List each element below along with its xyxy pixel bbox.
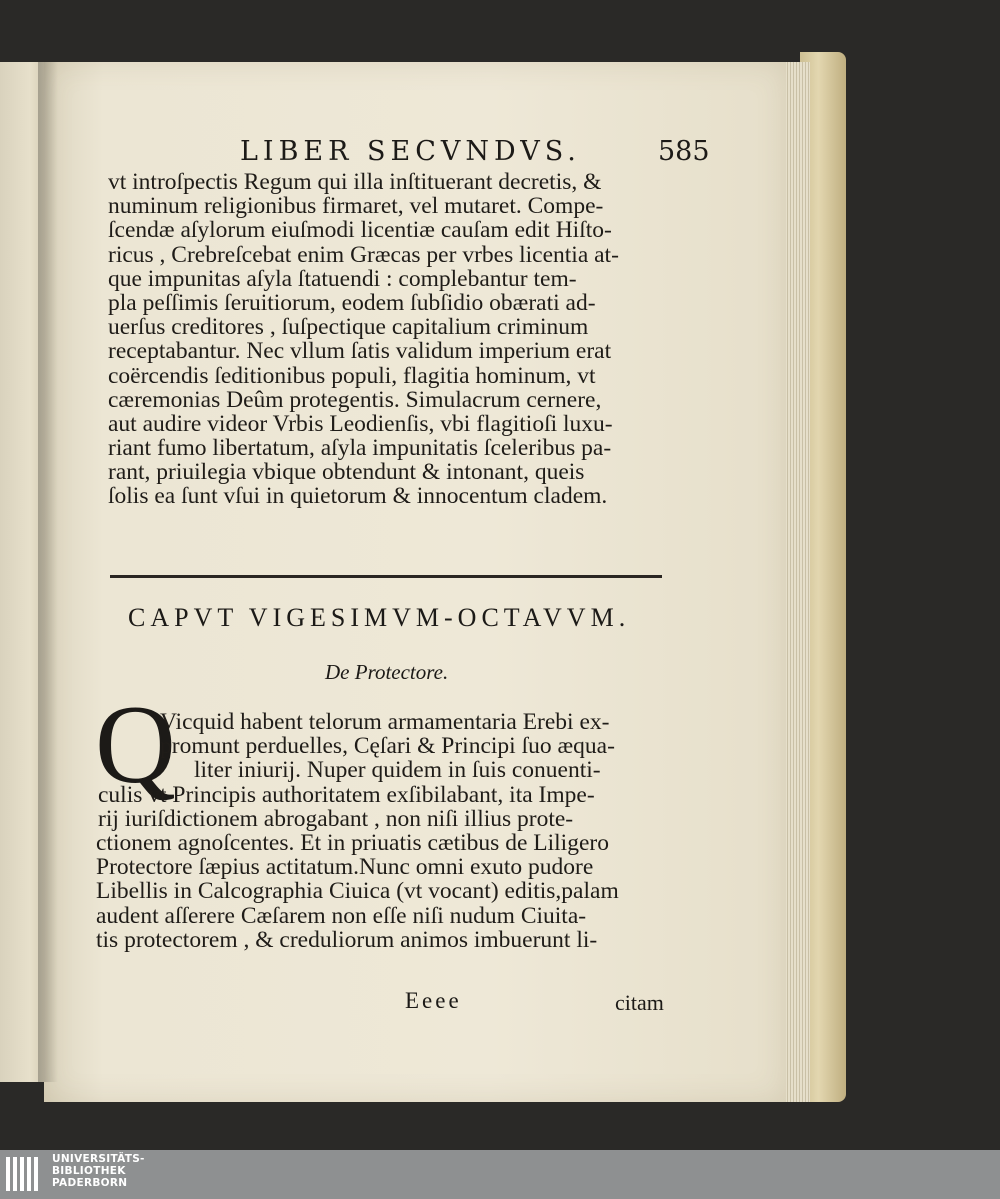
text-line: coërcendis ſeditionibus populi, flagitia hominum, vt [108,362,596,389]
text-line: que impunitas aſyla ſtatuendi : complebantur tem- [108,265,577,292]
chapter-text [96,710,686,952]
text-line: numinum religionibus firmaret, vel mutaret. Compe- [108,193,604,220]
book-gutter-shadow [38,62,58,1082]
text-line: tis protectorem , & creduliorum animos imbuerunt li- [96,926,598,953]
text-line: vt introſpectis Regum qui illa inſtituerant decretis, & [108,169,602,195]
library-name [52,1153,145,1189]
text-line: ricus , Crebreſcebat enim Græcas per vrbes licentia at- [108,241,619,268]
text-line: audent aſſerere Cæſarem non eſſe niſi nudum Ciuita- [96,902,587,929]
chapter-title: CAPVT VIGESIMVM-OCTAVVM. [128,603,631,632]
catchword: citam [615,990,664,1015]
text-line: uerſus creditores , ſuſpectique capitalium criminum [108,314,589,341]
library-name-line: BIBLIOTHEK [52,1165,126,1177]
text-line: culis vt Principis authoritatem exſibilabant, ita Impe- [98,781,595,808]
section-rule [110,575,662,578]
text-line: rant, priuilegia vbique obtendunt & intonant, queis [108,459,585,486]
text-line: Libellis in Calcographia Ciuica (vt vocant) editis,palam [96,878,619,905]
drop-cap: Q [95,683,176,807]
text-line: liter iniurij. Nuper quidem in ſuis conuenti- [194,757,601,784]
text-line: ctionem agnoſcentes. Et in priuatis cætibus de Liligero [96,829,609,856]
text-line: Protectore ſæpius actitatum.Nunc omni exuto pudore [96,854,594,881]
library-name-line: UNIVERSITÄTS- [52,1153,145,1165]
signature-mark: Eeee [405,988,462,1013]
text-line: riant fumo libertatum, aſyla impunitatis ſceleribus pa- [108,435,612,462]
text-line: receptabantur. Nec vllum ſatis validum imperium erat [108,338,612,365]
text-line: cæremonias Deûm protegentis. Simulacrum cernere, [108,386,602,413]
text-line: aut audire videor Vrbis Leodienſis, vbi flagitioſi luxu- [108,410,613,437]
running-head: LIBER SECVNDVS. [240,136,581,167]
text-line: pla peſſimis ſeruitiorum, eodem ſubſidio obærati ad- [108,289,596,316]
text-line: promunt perduelles, Cęſari & Principi ſuo æqua- [160,733,615,760]
library-footer-bar [0,1150,1000,1199]
body-text [108,170,698,509]
chapter-subtitle: De Protectore. [325,660,449,684]
text-line: Vicquid habent telorum armamentaria Erebi ex- [160,709,610,735]
text-line: ſolis ea ſunt vſui in quietorum & innocentum cladem. [108,483,608,510]
text-line: rij iuriſdictionem abrogabant , non niſi illius prote- [98,805,574,832]
library-name-line: PADERBORN [52,1177,128,1189]
library-logo-icon [4,1153,44,1196]
text-line: ſcendæ aſylorum eiuſmodi licentiæ cauſam edit Hiſto- [108,217,612,244]
page-number: 585 [658,136,710,167]
